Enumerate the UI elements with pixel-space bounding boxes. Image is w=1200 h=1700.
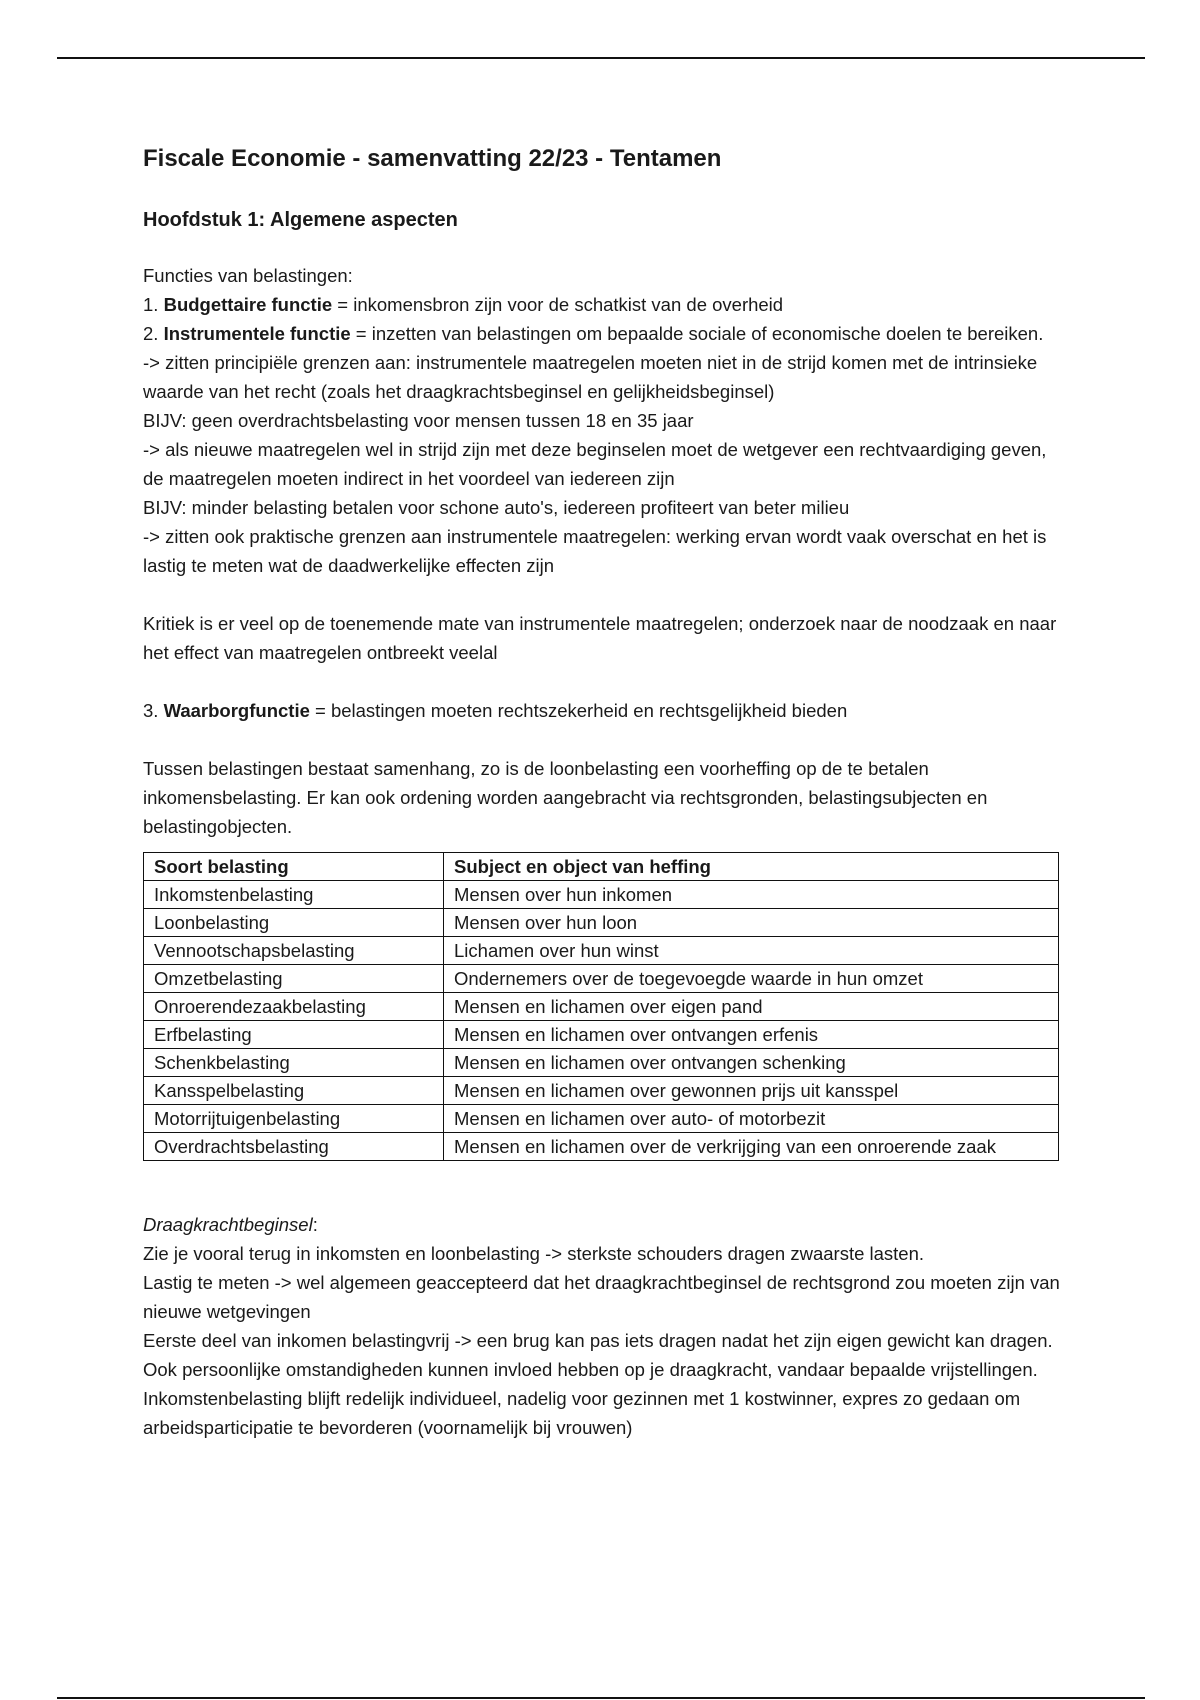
chapter-heading: Hoofdstuk 1: Algemene aspecten: [143, 209, 458, 231]
function-2: [143, 319, 1063, 348]
function-1-term: Budgettaire functie: [163, 294, 333, 315]
table-cell: Mensen en lichamen over de verkrijging van een onroerende zaak: [444, 1133, 1059, 1161]
table-cell: Ondernemers over de toegevoegde waarde in hun omzet: [444, 965, 1059, 993]
table-row: [144, 1105, 1059, 1133]
document-body: [143, 143, 1063, 1442]
table-header-row: [144, 853, 1059, 881]
table-header-cell: Subject en object van heffing: [444, 853, 1059, 881]
table-cell: Inkomstenbelasting: [144, 881, 444, 909]
spacer: [143, 1161, 1063, 1190]
function-3: [143, 696, 1063, 725]
ability-line-1: Zie je vooral terug in inkomsten en loonbelasting -> sterkste schouders dragen zwaarste lasten.: [143, 1243, 925, 1264]
ability-line-3: Eerste deel van inkomen belastingvrij -> een brug kan pas iets dragen nadat het zijn eigen gewicht kan dragen. Ook persoonlijke omstandigheden kunnen invloed hebben op je draagkracht, vandaar bepaalde vrijstellingen.: [143, 1330, 1053, 1380]
ability-heading-colon: :: [312, 1214, 318, 1235]
ability-line-4: Inkomstenbelasting blijft redelijk individueel, nadelig voor gezinnen met 1 kostwinner, expres zo gedaan om arbeidsparticipatie te bevorderen (voornamelijk bij vrouwen): [143, 1388, 1021, 1438]
table-cell: Schenkbelasting: [144, 1049, 444, 1077]
function-2-text: = inzetten van belastingen om bepaalde sociale of economische doelen te bereiken.: [350, 323, 1044, 344]
table-row: [144, 1021, 1059, 1049]
table-row: [144, 1077, 1059, 1105]
function-2-number: 2.: [143, 323, 164, 344]
coherence-paragraph: Tussen belastingen bestaat samenhang, zo is de loonbelasting een voorheffing op de te betalen inkomensbelasting. Er kan ook ordening worden aangebracht via rechtsgronden, belastingsubjecten en belastingobjecten.: [143, 758, 988, 837]
table-cell: Mensen en lichamen over eigen pand: [444, 993, 1059, 1021]
table-row: [144, 965, 1059, 993]
table-cell: Mensen en lichamen over ontvangen schenking: [444, 1049, 1059, 1077]
function-1: [143, 290, 1063, 319]
document-title: Fiscale Economie - samenvatting 22/23 - Tentamen: [143, 145, 722, 172]
ability-line-2: Lastig te meten -> wel algemeen geaccepteerd dat het draagkrachtbeginsel de rechtsgrond zou moeten zijn van nieuwe wetgevingen: [143, 1272, 1060, 1322]
table-cell: Kansspelbelasting: [144, 1077, 444, 1105]
table-row: [144, 993, 1059, 1021]
function-1-text: = inkomensbron zijn voor de schatkist van de overheid: [332, 294, 784, 315]
functions-intro: Functies van belastingen:: [143, 265, 353, 286]
spacer: [143, 725, 1063, 754]
table-cell: Mensen over hun inkomen: [444, 881, 1059, 909]
table-row: [144, 1133, 1059, 1161]
spacer: [143, 580, 1063, 609]
table-cell: Onroerendezaakbelasting: [144, 993, 444, 1021]
table-cell: Loonbelasting: [144, 909, 444, 937]
principle-limits: -> zitten principiële grenzen aan: instrumentele maatregelen moeten niet in de strijd komen met de intrinsieke waarde van het recht (zoals het draagkrachtsbeginsel en gelijkheidsbeginsel): [143, 352, 1038, 402]
spacer: [143, 1190, 1063, 1210]
table-cell: Mensen en lichamen over auto- of motorbezit: [444, 1105, 1059, 1133]
function-1-number: 1.: [143, 294, 164, 315]
example-2: BIJV: minder belasting betalen voor schone auto's, iedereen profiteert van beter milieu: [143, 497, 850, 518]
table-cell: Overdrachtsbelasting: [144, 1133, 444, 1161]
table-cell: Erfbelasting: [144, 1021, 444, 1049]
top-rule: [57, 57, 1145, 59]
table-cell: Mensen over hun loon: [444, 909, 1059, 937]
ability-heading: [143, 1210, 1063, 1239]
function-3-term: Waarborgfunctie: [163, 700, 310, 721]
table-cell: Motorrijtuigenbelasting: [144, 1105, 444, 1133]
table-cell: Lichamen over hun winst: [444, 937, 1059, 965]
function-2-term: Instrumentele functie: [163, 323, 351, 344]
function-3-text: = belastingen moeten rechtszekerheid en rechtsgelijkheid bieden: [309, 700, 848, 721]
table-row: [144, 937, 1059, 965]
practical-limits: -> zitten ook praktische grenzen aan instrumentele maatregelen: werking ervan wordt vaak overschat en het is lastig te meten wat de daadwerkelijke effecten zijn: [143, 526, 1047, 576]
table-row: [144, 881, 1059, 909]
table-header-cell: Soort belasting: [144, 853, 444, 881]
table-cell: Mensen en lichamen over gewonnen prijs uit kansspel: [444, 1077, 1059, 1105]
table-cell: Mensen en lichamen over ontvangen erfenis: [444, 1021, 1059, 1049]
example-1: BIJV: geen overdrachtsbelasting voor mensen tussen 18 en 35 jaar: [143, 410, 694, 431]
table-cell: Vennootschapsbelasting: [144, 937, 444, 965]
ability-heading-term: Draagkrachtbeginsel: [143, 1214, 313, 1235]
tax-table: [143, 852, 1059, 1161]
spacer: [143, 667, 1063, 696]
justification: -> als nieuwe maatregelen wel in strijd zijn met deze beginselen moet de wetgever een rechtvaardiging geven, de maatregelen moeten indirect in het voordeel van iedereen zijn: [143, 439, 1047, 489]
function-3-number: 3.: [143, 700, 164, 721]
bottom-rule: [57, 1697, 1145, 1699]
table-row: [144, 909, 1059, 937]
table-cell: Omzetbelasting: [144, 965, 444, 993]
table-row: [144, 1049, 1059, 1077]
criticism-paragraph: Kritiek is er veel op de toenemende mate van instrumentele maatregelen; onderzoek naar de noodzaak en naar het effect van maatregelen ontbreekt veelal: [143, 613, 1057, 663]
